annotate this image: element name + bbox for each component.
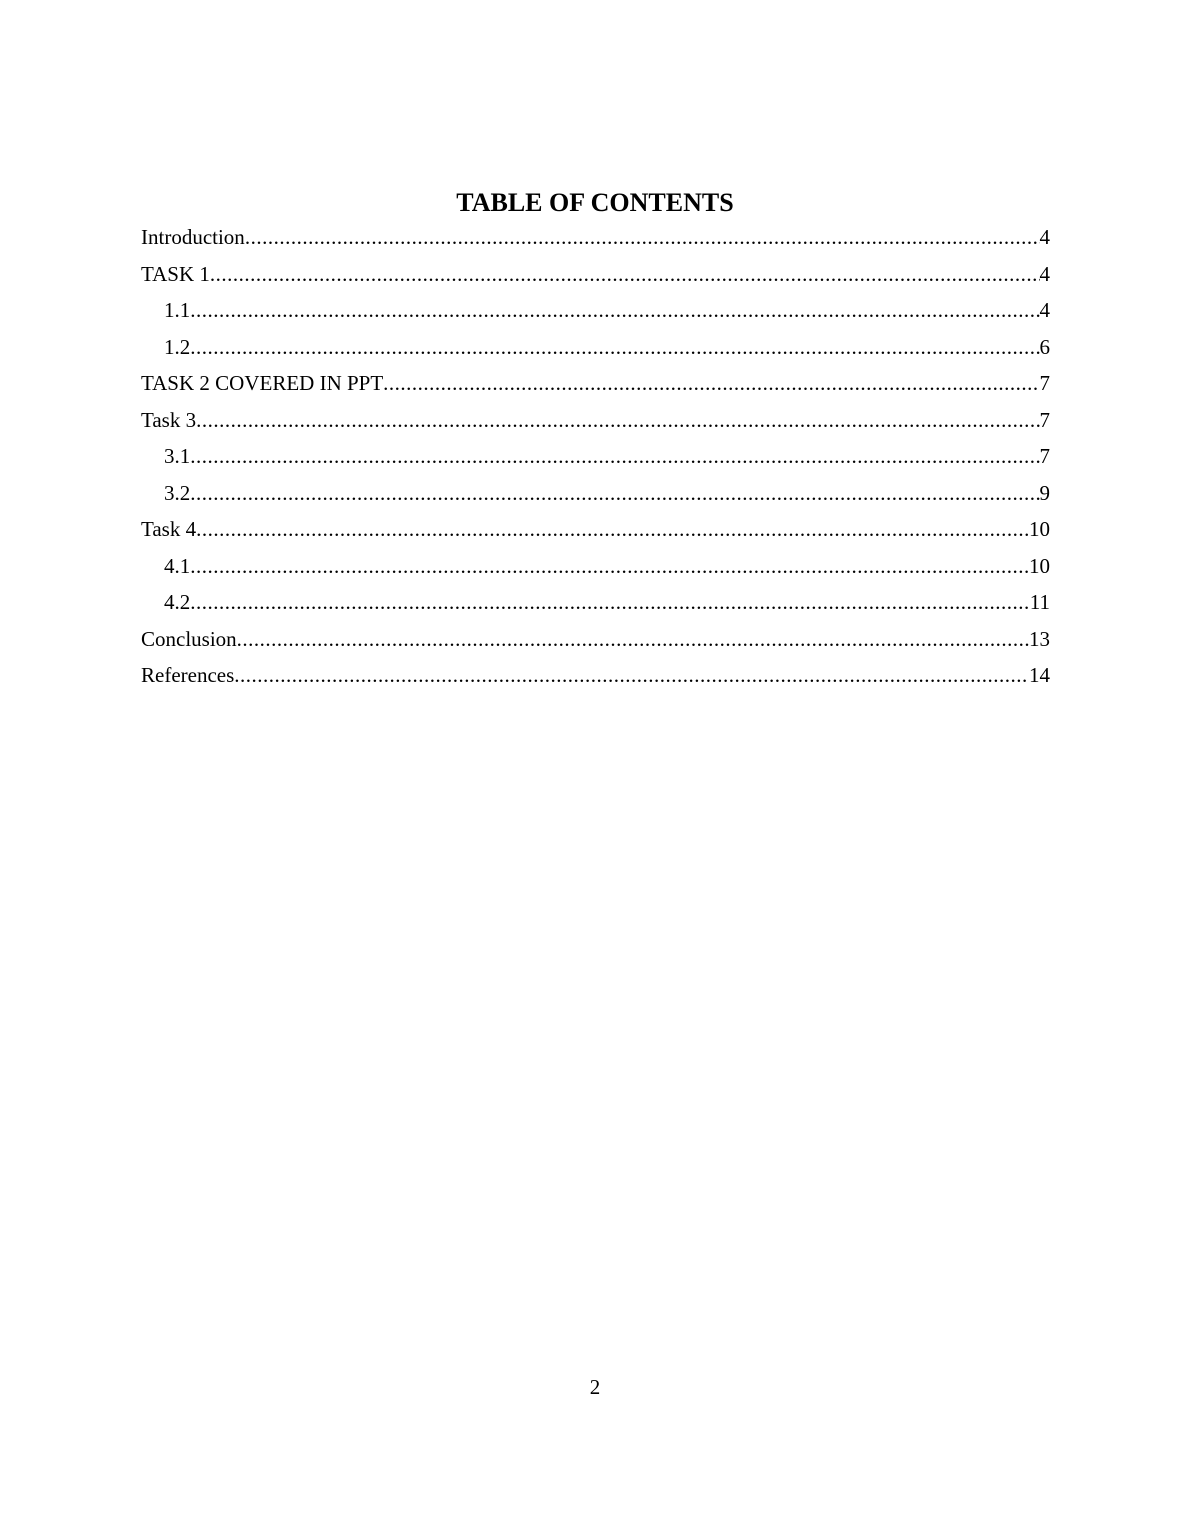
dot-leader (196, 511, 1029, 548)
dot-leader (234, 657, 1029, 694)
table-of-contents (141, 219, 1050, 694)
toc-title: TABLE OF CONTENTS (456, 188, 734, 217)
toc-entry-task-3[interactable] (141, 402, 1050, 439)
toc-entry-introduction[interactable] (141, 219, 1050, 256)
dot-leader (190, 475, 1039, 512)
toc-entry-label: TASK 1 (141, 261, 210, 286)
dot-leader (190, 584, 1030, 621)
toc-entry-label: 1.2 (164, 334, 191, 359)
toc-entry-page: 13 (1029, 626, 1050, 651)
toc-entry-page: 7 (1039, 371, 1050, 395)
toc-entry-label: Introduction (141, 225, 245, 249)
toc-entry-3-1[interactable] (141, 438, 1050, 475)
toc-entry-page: 9 (1039, 480, 1050, 505)
toc-entry-page: 10 (1029, 553, 1050, 578)
toc-entry-label: References (141, 663, 235, 687)
dot-leader (210, 256, 1040, 293)
toc-entry-page: 6 (1039, 334, 1050, 359)
toc-entry-page: 4 (1039, 225, 1050, 249)
toc-entry-3-2[interactable] (141, 475, 1050, 512)
dot-leader (237, 621, 1029, 658)
toc-entry-task-1[interactable] (141, 256, 1050, 293)
toc-entry-1-1[interactable] (141, 292, 1050, 329)
toc-entry-page: 11 (1029, 590, 1050, 614)
toc-entry-label: Task 4 (141, 517, 197, 541)
dot-leader (190, 329, 1039, 366)
toc-entry-page: 7 (1039, 444, 1050, 468)
toc-entry-task-2[interactable] (141, 365, 1050, 402)
toc-entry-label: 4.1 (164, 553, 191, 578)
dot-leader (190, 292, 1039, 329)
toc-entry-conclusion[interactable] (141, 621, 1050, 658)
toc-entry-label: Conclusion (141, 626, 237, 651)
dot-leader (383, 365, 1039, 402)
dot-leader (190, 548, 1029, 585)
dot-leader (245, 219, 1040, 256)
toc-entry-label: Task 3 (141, 407, 197, 432)
toc-entry-page: 10 (1029, 517, 1050, 541)
toc-entry-task-4[interactable] (141, 511, 1050, 548)
toc-entry-label: TASK 2 COVERED IN PPT (141, 371, 384, 395)
toc-entry-page: 14 (1029, 663, 1050, 687)
dot-leader (190, 438, 1039, 475)
toc-entry-page: 4 (1039, 298, 1050, 322)
dot-leader (196, 402, 1039, 439)
toc-entry-page: 4 (1039, 261, 1050, 286)
toc-entry-label: 3.2 (164, 480, 191, 505)
toc-entry-4-2[interactable] (141, 584, 1050, 621)
toc-entry-1-2[interactable] (141, 329, 1050, 366)
page-number: 2 (589, 1375, 601, 1399)
toc-entry-page: 7 (1039, 407, 1050, 432)
toc-entry-label: 1.1 (164, 298, 191, 322)
toc-entry-4-1[interactable] (141, 548, 1050, 585)
toc-entry-label: 3.1 (164, 444, 191, 468)
toc-entry-label: 4.2 (164, 590, 191, 614)
toc-entry-references[interactable] (141, 657, 1050, 694)
